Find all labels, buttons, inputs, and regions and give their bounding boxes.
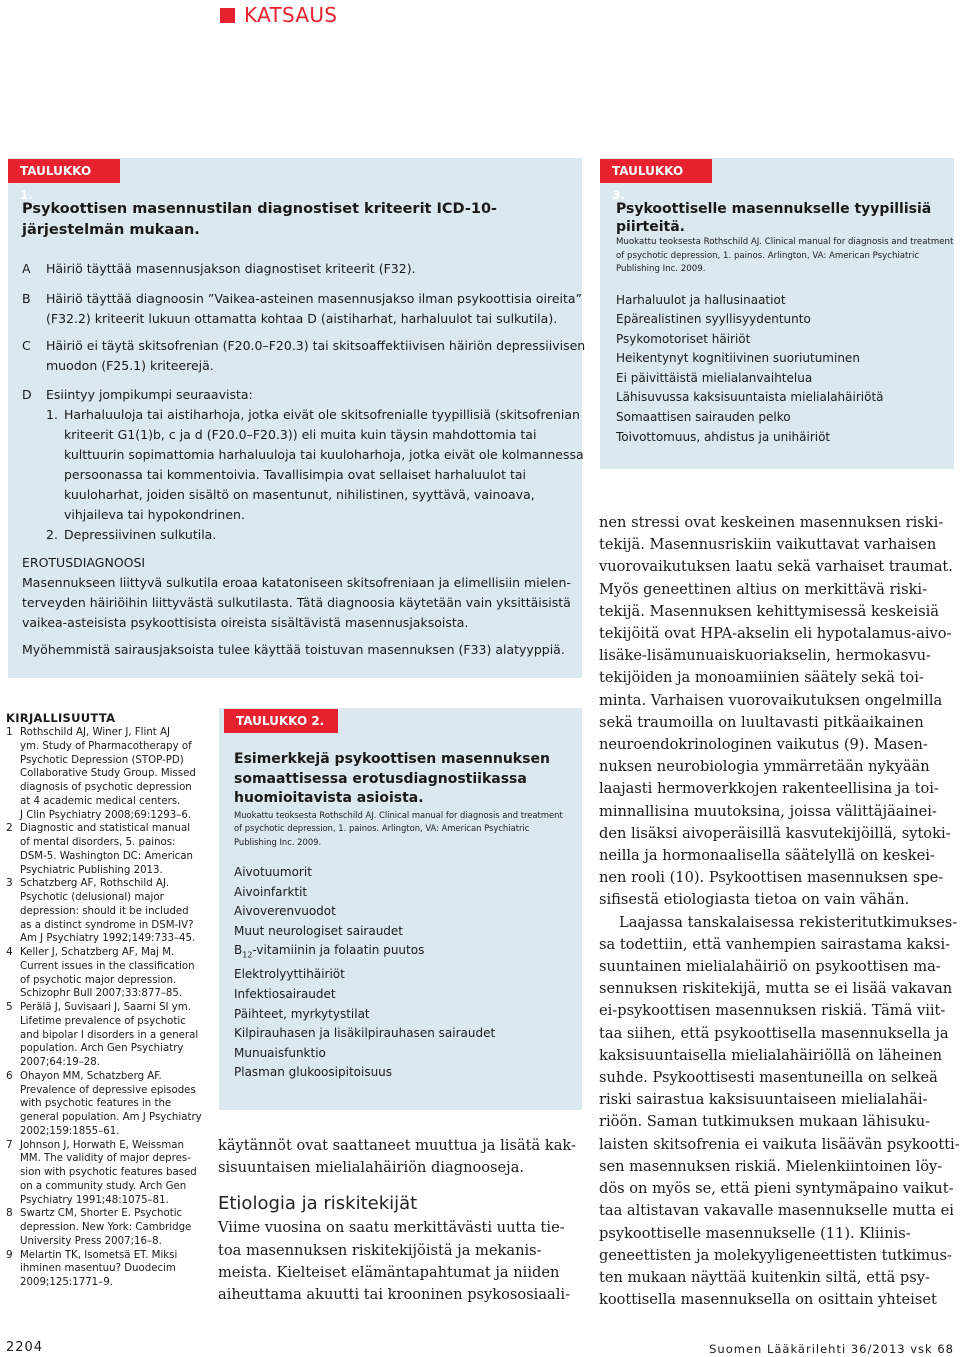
body-line: psykoottiselle masennukselle (11). Kliinis- (599, 1224, 911, 1242)
reference-line: Lifetime prevalence of psychotic (20, 1015, 186, 1027)
body-line: geneettisten ja molekyyligeneettisten tutkimus- (599, 1246, 952, 1264)
reference-line: Collaborative Study Group. Missed (20, 768, 196, 780)
table-3-item: Lähisuvussa kaksisuuntaista mielialahäiriötä (616, 390, 884, 405)
body-line: neuroendokrinologinen vaikutus (9). Masen- (599, 736, 928, 754)
reference-line: Ohayon MM, Schatzberg AF. (20, 1070, 162, 1082)
differential-line: Masennukseen liittyvä sulkutila eroaa katatoniseen skitsofreniaan ja elimellisiin mielen- (22, 575, 571, 590)
reference-line: Prevalence of depressive episodes (20, 1084, 196, 1096)
criterion-d1-line: kulttuurin sopimattomia harhaluuloja tai kuuloharhoja, jotka eivät ole kolmannessa (64, 447, 584, 462)
table-2-item: Kilpirauhasen ja lisäkilpirauhasen sairaudet (234, 1026, 496, 1041)
criterion-d1-line: kriteerit G1(1)b, c ja d (F20.0–F20.3)) eli muita kuin täysin mahdottomia tai (64, 427, 537, 442)
reference-line: Melartin TK, Isometsä ET. Miksi (20, 1249, 178, 1261)
reference-line: general population. Am J Psychiatry (20, 1112, 202, 1123)
right-column (599, 512, 960, 1311)
table-2-item: Aivotuumorit (234, 865, 312, 879)
reference-number: 4 (6, 946, 13, 958)
references (6, 710, 206, 1290)
table-3-item: Psykomotoriset häiriöt (616, 331, 751, 346)
reference-line: and bipolar I disorders in a general (20, 1029, 199, 1041)
table-3-title-line: piirteitä. (616, 219, 685, 235)
section-heading: Etiologia ja riskitekijät (218, 1193, 418, 1215)
reference-line: Psychotic Depression (STOP-PD) (20, 754, 184, 766)
table-2-item: Aivoinfarktit (234, 884, 308, 899)
section-label: KATSAUS (244, 3, 338, 27)
criterion-d1-line: kuuloharhat, joiden sisältö on masentunut, nihilistinen, syyttävä, vainoava, (64, 487, 535, 502)
body-line: sekä traumoilla on luultavasti pitkäaikainen (599, 713, 924, 731)
table-3-item: Toivottomuus, ahdistus ja unihäiriöt (616, 429, 831, 444)
body-line: ten mukaan näyttää kuitenkin siltä, että psy- (599, 1268, 930, 1286)
body-line: vuorovaikutuksen laatu sekä varhaiset traumat. (599, 558, 953, 576)
criterion-b-text-2: (F32.2) kriteerit lukuun ottamatta kohtaa D (aistiharhat, harhaluulot tai sulkutila). (46, 311, 558, 326)
body-line: taa altistavan vakavalle masennukselle mutta ei (599, 1202, 954, 1220)
reference-number: 6 (6, 1069, 13, 1082)
body-line: laisten skitsofrenia ei vaikuta lisäävän psykootti- (599, 1135, 960, 1153)
reference-line: Keller J, Schatzberg AF, Maj M. (20, 947, 175, 958)
criterion-d1-line: persoonassa tai kommentoivia. Tavallisimpia ovat sellaiset harhaluulot tai (64, 467, 526, 482)
reference-line: Rothschild AJ, Winer J, Flint AJ (20, 727, 170, 738)
criterion-b-label: B (22, 291, 31, 306)
criterion-d1-line: vihjaileva tai hypokondrinen. (64, 507, 245, 522)
body-line: den lisäksi aivoperäisillä kasvutekijöillä, sytoki- (599, 824, 951, 842)
criterion-a-label: A (22, 261, 31, 276)
reference-number: 5 (6, 1001, 13, 1013)
reference-line: of mental disorders, 5. painos: (20, 837, 176, 848)
reference-line: MM. The validity of major depres- (20, 1153, 191, 1165)
body-line: sisuuntaisen mielialahäiriön diagnooseja. (218, 1159, 525, 1177)
criterion-d2-num: 2. (46, 527, 58, 542)
criterion-a-text: Häiriö täyttää masennusjakson diagnostiset kriteerit (F32). (46, 261, 416, 276)
table-3-source-line: Publishing Inc. 2009. (616, 264, 706, 274)
references-heading: KIRJALLISUUTTA (6, 711, 116, 725)
body-line: minnallisina muutoksina, joissa välittäjäainei- (599, 802, 937, 820)
table-1-label: TAULUKKO 1. (8, 159, 120, 183)
body-line: dös on myös se, että pieni syntymäpaino vaikut- (599, 1180, 954, 1198)
reference-line: Psychotic (delusional) major (20, 892, 164, 903)
reference-line: 2002;159:1855–61. (20, 1125, 120, 1137)
reference-line: Psychiatry 1991;48:1075–81. (20, 1194, 169, 1206)
reference-line: Diagnostic and statistical manual (20, 823, 191, 835)
criterion-c-text-1: Häiriö ei täytä skitsofrenian (F20.0–F20.3) tai skitsoaffektiivisen häiriön depressiivisen (46, 338, 586, 353)
reference-item (6, 1249, 206, 1290)
reference-line: Schatzberg AF, Rothschild AJ. (20, 878, 170, 890)
table-3-source-line: Muokattu teoksesta Rothschild AJ. Clinical manual for diagnosis and treatment (616, 237, 954, 247)
reference-number: 2 (6, 822, 13, 835)
body-line: sen masennuksen riskiä. Mielenkiintoinen löy- (599, 1157, 943, 1175)
differential-line: vaikea-asteisista psykoottisista oireista sisältävistä masennusjaksoista. (22, 615, 469, 630)
reference-number: 8 (6, 1207, 13, 1220)
reference-item (6, 822, 206, 877)
reference-line: depression: should it be included (20, 905, 189, 917)
table-2-item: Muut neurologiset sairaudet (234, 923, 404, 938)
reference-line: University Press 2007;16–8. (20, 1235, 162, 1247)
reference-line: sion with psychotic features based (20, 1167, 197, 1178)
reference-item (6, 726, 206, 822)
body-line: suhde. Psykoottisesti masentuneilla on selkeä (599, 1069, 938, 1087)
body-line: Myös geneettinen altius on merkittävä riski- (599, 580, 928, 598)
criterion-d1-line: Harhaluuloja tai aistiharhoja, jotka eivät ole skitsofrenialle tyypillisiä (skitsofrenian (64, 407, 580, 422)
table-3-item: Harhaluulot ja hallusinaatiot (616, 292, 786, 307)
reference-line: Johnson J, Horwath E, Weissman (20, 1139, 184, 1151)
table-3-item: Heikentynyt kognitiivinen suoriutuminen (616, 351, 860, 366)
differential-heading: EROTUSDIAGNOOSI (22, 555, 146, 570)
reference-line: Perälä J, Suvisaari J, Saarni SI ym. (20, 1002, 191, 1013)
reference-item (6, 1001, 206, 1070)
table-2-item: Aivoverenvuodot (234, 904, 336, 919)
body-line: toa masennuksen riskitekijöistä ja mekanis- (218, 1241, 542, 1259)
body-line: kaksisuuntaisella mielialahäiriöllä on läheinen (599, 1046, 943, 1064)
body-line: sa todettiin, että vanhempien sairastama kaksi- (599, 935, 951, 953)
body-line: tekijöiden ja monoamiinien säätely sekä toi- (599, 669, 924, 687)
reference-line: as a distinct syndrome in DSM-IV? (20, 919, 194, 931)
middle-column (218, 1135, 583, 1306)
reference-number: 7 (6, 1138, 13, 1151)
reference-line: Schizophr Bull 2007;33:877–85. (20, 988, 183, 1000)
criterion-d-text: Esiintyy jompikumpi seuraavista: (46, 387, 253, 402)
table-2-item: Plasman glukoosipitoisuus (234, 1065, 393, 1080)
b12-main: B (234, 943, 243, 958)
page-number: 2204 (6, 1340, 44, 1355)
body-line: nen stressi ovat keskeinen masennuksen riski- (599, 514, 944, 531)
table-3-item: Ei päivittäistä mielialanvaihtelua (616, 370, 813, 385)
reference-line: depression. New York: Cambridge (20, 1222, 192, 1233)
body-line: neilla ja hormonaalisella säätelyllä on keskei- (599, 847, 935, 865)
table-2-label: TAULUKKO 2. (224, 709, 338, 733)
differential-line: terveyden häiriöihin liittyvästä sulkutilasta. Tätä diagnoosia käytetään vain yksittäisistä (22, 595, 571, 610)
body-line: tekijöitä ovat HPA-akselin eli hypotalamus-aivo- (599, 625, 952, 643)
body-line: minta. Varhaisen vuorovaikutuksen ongelmilla (599, 691, 943, 709)
body-line: riski sairastua kaksisuuntaiseen mielialahäi- (599, 1091, 928, 1109)
reference-line: ym. Study of Pharmacotherapy of (20, 740, 192, 752)
table-2-title-line: huomioitavista asioista. (234, 790, 424, 806)
criterion-b-text-1: Häiriö täyttää diagnoosin ”Vaikea-asteinen masennusjakso ilman psykoottisia oireita” (46, 291, 583, 306)
body-line: laajasti hermoverkkojen rakenteellisina ja toi- (599, 780, 939, 798)
criterion-c-text-2: muodon (F25.1) kriteerejä. (46, 358, 214, 373)
reference-line: Psychiatric Publishing 2013. (20, 864, 163, 876)
table-2-item: Munuaisfunktio (234, 1045, 326, 1060)
criterion-d2-text: Depressiivinen sulkutila. (64, 527, 217, 542)
reference-line: population. Arch Gen Psychiatry (20, 1043, 184, 1055)
criterion-d1-num: 1. (46, 407, 58, 422)
reference-line: diagnosis of psychotic depression (20, 782, 192, 793)
reference-number: 3 (6, 877, 13, 890)
body-line: riöön. Saman tutkimuksen mukaan lähisuku- (599, 1113, 931, 1131)
journal-info: Suomen Lääkärilehti 36/2013 vsk 68 (709, 1342, 954, 1356)
criterion-c-label: C (22, 338, 31, 353)
reference-line: of psychotic major depression. (20, 974, 177, 986)
table-2-source-line: of psychotic depression, 1. painos. Arlington, VA: American Psychiatric (234, 823, 530, 833)
table-2-content (234, 750, 579, 1083)
reference-line: with psychotic features in the (20, 1098, 172, 1110)
reference-number: 1 (6, 726, 13, 738)
reference-line: 2009;125:1771–9. (20, 1277, 113, 1288)
body-line: meista. Kielteiset elämäntapahtumat ja niiden (218, 1263, 560, 1281)
reference-item (6, 877, 206, 946)
reference-item (6, 1070, 206, 1139)
table-2-item: Infektiosairaudet (234, 986, 336, 1001)
body-line: käytännöt ovat saattaneet muuttua ja lisätä kak- (218, 1137, 576, 1154)
body-line: sennuksen riskitekijä, mutta se ei lisää vakavan (599, 980, 953, 998)
reference-line: J Clin Psychiatry 2008;69:1293–6. (20, 809, 192, 821)
table-3-item: Epärealistinen syyllisyydentunto (616, 312, 811, 327)
body-line: lisäke-lisämunuaiskuoriakselin, hermokasvu- (599, 647, 931, 665)
reference-line: Current issues in the classification (20, 960, 195, 972)
reference-line: ihminen masentuu? Duodecim (20, 1263, 176, 1275)
body-line: Laajassa tanskalaisessa rekisteritutkimukses- (619, 913, 958, 931)
b12-rest: -vitamiinin ja folaatin puutos (252, 943, 425, 958)
body-line: sifisestä etiologiasta tietoa on vain vähän. (599, 891, 910, 909)
differential-diagnosis (22, 553, 582, 633)
table-2-title-line: Esimerkkejä psykoottisen masennuksen (234, 751, 550, 767)
table-3-source-line: of psychotic depression, 1. painos. Arlington, VA: American Psychiatric (616, 250, 920, 261)
body-line: nen rooli (10). Psykoottisen masennuksen spe- (599, 869, 944, 887)
table-2-item: Elektrolyyttihäiriöt (234, 967, 345, 982)
body-line: suuntainen mielialahäiriö on psykoottisen ma- (599, 958, 941, 976)
table-2-source-line: Muokattu teoksesta Rothschild AJ. Clinical manual for diagnosis and treatment (234, 809, 563, 820)
reference-number: 9 (6, 1248, 13, 1261)
table-1-content (22, 199, 577, 241)
body-line: taa siihen, että psykoottisella masennuksella ja (599, 1024, 949, 1042)
table-1-final-note: Myöhemmistä sairausjaksoista tulee käyttää toistuvan masennuksen (F33) alatyyppiä. (22, 642, 565, 657)
table-2-item: Päihteet, myrkytystilat (234, 1006, 370, 1021)
table-3-content (616, 200, 954, 447)
table-2-source-line: Publishing Inc. 2009. (234, 836, 322, 847)
b12-sub: 12 (242, 950, 253, 960)
reference-line: on a community study. Arch Gen (20, 1180, 187, 1192)
body-line: Viime vuosina on saatu merkittävästi uutta tie- (218, 1219, 565, 1237)
reference-item (6, 946, 206, 1001)
reference-item (6, 1139, 206, 1208)
reference-line: Swartz CM, Shorter E. Psychotic (20, 1208, 183, 1220)
body-line: tekijä. Masennuksen kehittymisessä keskeisiä (599, 602, 939, 620)
body-line: ei-psykoottisen masennuksen riskiä. Tämä viit- (599, 1002, 946, 1020)
body-line: koottisella masennuksella on osittain yhteiset (599, 1291, 937, 1309)
reference-item (6, 1207, 206, 1248)
reference-line: 2007;64:19–28. (20, 1057, 101, 1068)
table-3-label: TAULUKKO 3. (600, 159, 712, 183)
table-3-item: Somaattisen sairauden pelko (616, 410, 791, 425)
body-line: tekijä. Masennusriskiin vaikuttavat varhaisen (599, 536, 937, 554)
reference-line: Am J Psychiatry 1992;149:733–45. (20, 933, 196, 945)
reference-line: at 4 academic medical centers. (20, 795, 181, 807)
table-1-title: Psykoottisen masennustilan diagnostiset kriteerit ICD-10-järjestelmän mukaan. (22, 201, 498, 238)
body-line: nuksen neurobiologia ymmärretään nykyään (599, 758, 930, 776)
section-marker-icon (220, 8, 235, 23)
table-2-title-line: somaattisessa erotusdiagnostiikassa (234, 770, 527, 787)
table-3-title-line: Psykoottiselle masennukselle tyypillisiä (616, 201, 932, 217)
criterion-d-label: D (22, 387, 32, 402)
body-line: aiheuttama akuutti tai krooninen psykososiaali- (218, 1286, 570, 1304)
table-2-item-b12 (234, 941, 579, 965)
reference-line: DSM-5. Washington DC: American (20, 850, 193, 862)
